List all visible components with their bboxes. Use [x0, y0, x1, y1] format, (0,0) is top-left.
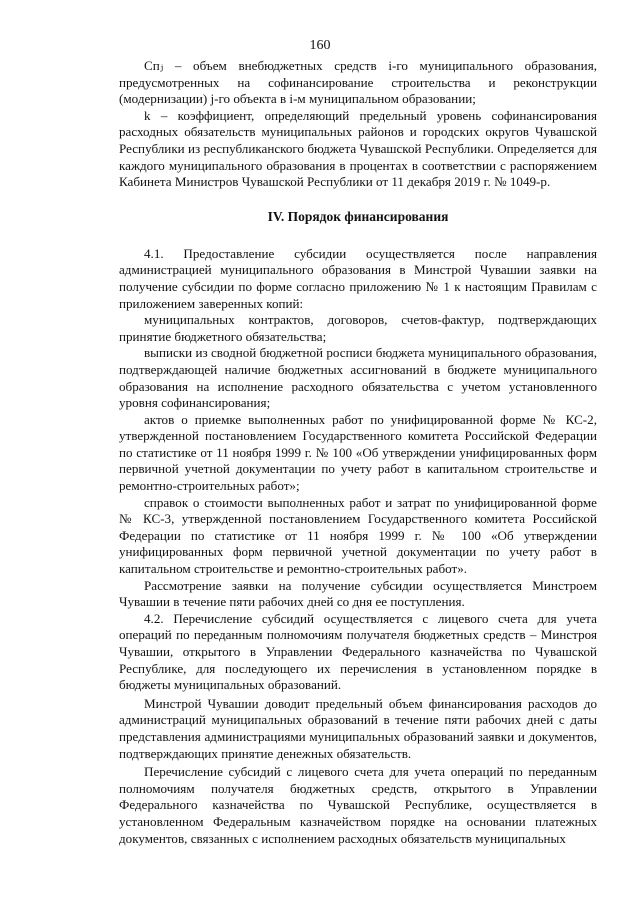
- paragraph: 4.2. Перечисление субсидий осуществляется с лицевого счета для учета операций по переданным полномочиям получателя бюджетных средств – Минстроя Чувашии, открытого в Управлении Федерального казначейства по Чувашской Республике, для последующего их перечисления в установленном порядке в бюджеты муниципальных образований.: [119, 610, 597, 693]
- paragraph: Спⱼ – объем внебюджетных средств i-го муниципального образования, предусмотренных на софинансирование строительства и реконструкции (модернизации) j-го объекта в i-м муниципальном образовании;: [119, 58, 597, 107]
- paragraph: 4.1. Предоставление субсидии осуществляется после направления администрацией муниципального образования в Минстрой Чувашии заявки на получение субсидии по форме согласно приложению № 1 к настоящим Правилам с приложением заверенных копий:: [119, 245, 597, 311]
- paragraph: справок о стоимости выполненных работ и затрат по унифицированной форме № КС-3, утвержденной постановлением Государственного комитета Российской Федерации по статистике от 11 ноября 1999 г. № 100 «Об утверждении унифицированных форм первичной учетной документации по учету работ в капитальном строительстве и ремонтно-строительных работ».: [119, 494, 597, 577]
- section-heading: IV. Порядок финансирования: [267, 208, 449, 224]
- paragraph: выписки из сводной бюджетной росписи бюджета муниципального образования, подтверждающей наличие бюджетных ассигнований в бюджете муниципального образования на исполнение расходного обязательства с учетом установленного уровня софинансирования;: [119, 345, 597, 411]
- document-body: [119, 58, 597, 847]
- paragraph: Перечисление субсидий с лицевого счета для учета операций по переданным полномочиям получателя бюджетных средств, открытого в Управлении Федерального казначейства по Чувашской Республике, осуществляется в установленном Федеральным казначейством порядке на основании платежных документов, связанных с исполнением расходных обязательств муниципальных: [119, 764, 597, 846]
- paragraph: k – коэффициент, определяющий предельный уровень софинансирования расходных обязательств муниципальных районов и городских округов Чувашской Республики из республиканского бюджета Чувашской Республики. Определяется для каждого муниципального образования в процентах в соответствии с распоряжением Кабинета Министров Чувашской Республики от 11 декабря 2019 г. № 1049-р.: [119, 107, 597, 190]
- paragraph: муниципальных контрактов, договоров, счетов-фактур, подтверждающих принятие бюджетного обязательства;: [119, 312, 597, 344]
- paragraph: Минстрой Чувашии доводит предельный объем финансирования расходов до администраций муниципальных образований в течение пяти рабочих дней с даты представления администрациями муниципальных образований заявки и документов, подтверждающих принятие денежных обязательств.: [119, 695, 597, 761]
- paragraph: Рассмотрение заявки на получение субсидии осуществляется Минстроем Чувашии в течение пяти рабочих дней со дня ее поступления.: [119, 577, 597, 610]
- paragraph: актов о приемке выполненных работ по унифицированной форме № КС-2, утвержденной постановлением Государственного комитета Российской Федерации по статистике от 11 ноября 1999 г. № 100 «Об утверждении унифицированных форм первичной учетной документации по учету работ в капитальном строительстве и ремонтно-строительных работ»;: [119, 411, 597, 494]
- page-number: 160: [309, 38, 331, 53]
